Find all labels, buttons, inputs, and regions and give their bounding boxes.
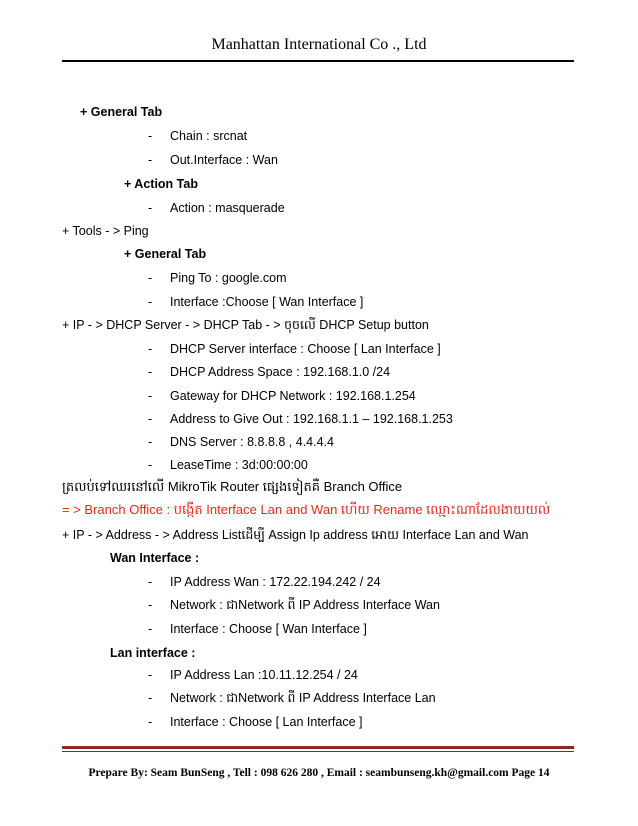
list-item: - Chain : srcnat [148,129,248,143]
list-item: - IP Address Lan :10.11.12.254 / 24 [148,668,358,682]
list-item: - Network : ជាNetwork ពី IP Address Interface Wan [148,598,440,612]
list-item: - Action : masquerade [148,201,285,215]
list-item: - DHCP Address Space : 192.168.1.0 /24 [148,365,391,379]
list-item: - Address to Give Out : 192.168.1.1 – 192.168.1.253 [148,412,453,426]
list-item: - LeaseTime : 3d:00:00:00 [148,458,308,472]
page-header: Manhattan International Co ., Ltd [211,36,427,53]
list-item: - DHCP Server interface : Choose [ Lan Interface ] [148,342,441,356]
ip-address-step: + IP - > Address - > Address Listដើម្បី Assign Ip address អោយ Interface Lan and Wan [62,528,529,542]
list-item: - DNS Server : 8.8.8.8 , 4.4.4.4 [148,435,334,449]
general-tab-heading: + General Tab [124,247,207,261]
page-footer: Prepare By: Seam BunSeng , Tell : 098 626 280 , Email : seambunseng.kh@gmail.com Page 14 [88,767,550,779]
list-item: - Interface :Choose [ Wan Interface ] [148,295,364,309]
dhcp-server-step: + IP - > DHCP Server - > DHCP Tab - > ចុចលើ DHCP Setup button [62,318,429,332]
branch-office-instruction: = > Branch Office : បង្កើត Interface Lan and Wan ហើយ Rename ឈ្មោះណាដែលងាយយល់ [62,502,551,517]
footer-rule-thin [62,751,574,752]
action-tab-heading: + Action Tab [124,177,198,191]
branch-router-intro: ត្រលប់ទៅឈរនៅលើ MikroTik Router ផ្សេងទៀតគឺ Branch Office [62,479,403,494]
list-item: - Ping To : google.com [148,271,287,285]
header-rule [62,60,574,62]
wan-interface-heading: Wan Interface : [110,551,200,565]
list-item: - Interface : Choose [ Wan Interface ] [148,622,367,636]
list-item: - IP Address Wan : 172.22.194.242 / 24 [148,575,381,589]
tools-ping-step: + Tools - > Ping [62,224,149,238]
list-item: - Network : ជាNetwork ពី IP Address Interface Lan [148,691,436,705]
list-item: - Interface : Choose [ Lan Interface ] [148,715,363,729]
list-item: - Out.Interface : Wan [148,153,278,167]
general-tab-heading: + General Tab [80,105,163,119]
list-item: - Gateway for DHCP Network : 192.168.1.254 [148,389,416,403]
lan-interface-heading: Lan interface : [110,646,196,660]
footer-rule-thick [62,746,574,749]
